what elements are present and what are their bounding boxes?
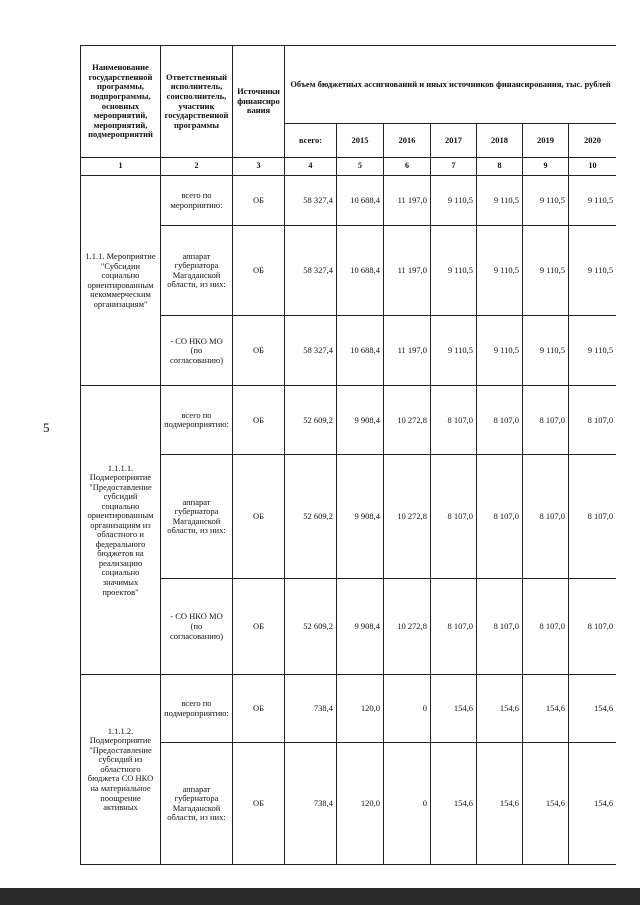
value-2019: 8 107,0 xyxy=(523,579,569,675)
value-2017: 8 107,0 xyxy=(431,386,477,455)
table-row xyxy=(81,316,617,386)
header-year-2017: 2017 xyxy=(431,124,477,158)
table-row xyxy=(81,176,617,226)
value-2017: 8 107,0 xyxy=(431,455,477,579)
header-executor: Ответственный исполнитель, соисполнитель, участник государственной программы xyxy=(161,46,233,158)
row-executor: всего по мероприятию: xyxy=(161,176,233,226)
value-2020: 9 110,5 xyxy=(569,176,617,226)
row-executor: всего по подмероприятию: xyxy=(161,675,233,743)
row-source: ОБ xyxy=(233,455,285,579)
value-2017: 154,6 xyxy=(431,675,477,743)
value-2020: 9 110,5 xyxy=(569,226,617,316)
row-executor: аппарат губернатора Магаданской области, из них: xyxy=(161,226,233,316)
value-2015: 120,0 xyxy=(337,743,384,865)
column-number: 3 xyxy=(233,158,285,176)
value-2020: 154,6 xyxy=(569,743,617,865)
header-total: всего: xyxy=(285,124,337,158)
column-number: 1 xyxy=(81,158,161,176)
header-year-2019: 2019 xyxy=(523,124,569,158)
header-year-2020: 2020 xyxy=(569,124,617,158)
value-2016: 10 272,8 xyxy=(384,386,431,455)
column-number: 8 xyxy=(477,158,523,176)
row-executor: - СО НКО МО (по согласованию) xyxy=(161,579,233,675)
value-2017: 9 110,5 xyxy=(431,316,477,386)
row-source: ОБ xyxy=(233,386,285,455)
value-2016: 10 272,8 xyxy=(384,455,431,579)
value-2019: 8 107,0 xyxy=(523,455,569,579)
column-number: 5 xyxy=(337,158,384,176)
value-2020: 8 107,0 xyxy=(569,386,617,455)
table-row xyxy=(81,743,617,865)
header-source: Источники финансирования xyxy=(233,46,285,158)
column-number: 9 xyxy=(523,158,569,176)
value-2019: 9 110,5 xyxy=(523,226,569,316)
value-total: 58 327,4 xyxy=(285,226,337,316)
row-name: 1.1.1.2. Подмероприятие "Предоставление субсидий из областного бюджета СО НКО на материальное поощрение активных xyxy=(81,675,161,865)
table-row xyxy=(81,386,617,455)
row-name: 1.1.1.1. Подмероприятие "Предоставление субсидий социально ориентированным организациям из областного и федерального бюджетов на реализацию социально значимых проектов" xyxy=(81,386,161,675)
column-number: 7 xyxy=(431,158,477,176)
value-total: 58 327,4 xyxy=(285,316,337,386)
column-number: 10 xyxy=(569,158,617,176)
header-funding: Объем бюджетных ассигнований и иных источников финансирования, тыс. рублей xyxy=(285,46,617,124)
column-number: 4 xyxy=(285,158,337,176)
table-row xyxy=(81,455,617,579)
row-executor: - СО НКО МО (по согласованию) xyxy=(161,316,233,386)
value-total: 738,4 xyxy=(285,743,337,865)
row-source: ОБ xyxy=(233,743,285,865)
value-total: 52 609,2 xyxy=(285,579,337,675)
value-2018: 154,6 xyxy=(477,743,523,865)
value-2018: 9 110,5 xyxy=(477,316,523,386)
table-row xyxy=(81,226,617,316)
value-2017: 154,6 xyxy=(431,743,477,865)
page-number: 5 xyxy=(43,420,50,435)
value-2015: 9 908,4 xyxy=(337,386,384,455)
value-2016: 0 xyxy=(384,675,431,743)
row-name: 1.1.1. Мероприятие "Субсидии социально ориентированным некоммерческим организациям" xyxy=(81,176,161,386)
header-year-2015: 2015 xyxy=(337,124,384,158)
value-2020: 9 110,5 xyxy=(569,316,617,386)
value-2017: 9 110,5 xyxy=(431,176,477,226)
value-2015: 10 688,4 xyxy=(337,226,384,316)
value-2015: 9 908,4 xyxy=(337,455,384,579)
row-executor: аппарат губернатора Магаданской области, из них: xyxy=(161,455,233,579)
column-number: 6 xyxy=(384,158,431,176)
column-number-row xyxy=(81,158,617,176)
row-executor: всего по подмероприятию: xyxy=(161,386,233,455)
value-2016: 10 272,8 xyxy=(384,579,431,675)
table-row xyxy=(81,675,617,743)
value-2017: 8 107,0 xyxy=(431,579,477,675)
value-2020: 8 107,0 xyxy=(569,455,617,579)
document-sheet xyxy=(80,45,616,865)
value-total: 58 327,4 xyxy=(285,176,337,226)
value-2015: 10 688,4 xyxy=(337,176,384,226)
value-2019: 8 107,0 xyxy=(523,386,569,455)
header-name: Наименование государственной программы, подпрограммы, основных мероприятий, мероприятий, подмероприятий xyxy=(81,46,161,158)
budget-table xyxy=(80,45,616,865)
value-2016: 11 197,0 xyxy=(384,226,431,316)
row-source: ОБ xyxy=(233,226,285,316)
value-2017: 9 110,5 xyxy=(431,226,477,316)
value-2020: 8 107,0 xyxy=(569,579,617,675)
value-2018: 154,6 xyxy=(477,675,523,743)
value-2015: 10 688,4 xyxy=(337,316,384,386)
value-2016: 11 197,0 xyxy=(384,176,431,226)
value-2018: 8 107,0 xyxy=(477,455,523,579)
value-total: 52 609,2 xyxy=(285,455,337,579)
value-2015: 9 908,4 xyxy=(337,579,384,675)
value-2018: 8 107,0 xyxy=(477,386,523,455)
scan-bottom-edge xyxy=(0,888,640,905)
value-2015: 120,0 xyxy=(337,675,384,743)
row-executor: аппарат губернатора Магаданской области, из них: xyxy=(161,743,233,865)
row-source: ОБ xyxy=(233,176,285,226)
value-total: 738,4 xyxy=(285,675,337,743)
value-2018: 9 110,5 xyxy=(477,226,523,316)
row-source: ОБ xyxy=(233,579,285,675)
value-2019: 9 110,5 xyxy=(523,176,569,226)
row-source: ОБ xyxy=(233,316,285,386)
value-2019: 154,6 xyxy=(523,675,569,743)
row-source: ОБ xyxy=(233,675,285,743)
column-number: 2 xyxy=(161,158,233,176)
header-year-2016: 2016 xyxy=(384,124,431,158)
value-2018: 8 107,0 xyxy=(477,579,523,675)
value-2020: 154,6 xyxy=(569,675,617,743)
value-2018: 9 110,5 xyxy=(477,176,523,226)
value-2016: 0 xyxy=(384,743,431,865)
table-row xyxy=(81,579,617,675)
value-2019: 9 110,5 xyxy=(523,316,569,386)
value-2019: 154,6 xyxy=(523,743,569,865)
value-total: 52 609,2 xyxy=(285,386,337,455)
value-2016: 11 197,0 xyxy=(384,316,431,386)
header-year-2018: 2018 xyxy=(477,124,523,158)
